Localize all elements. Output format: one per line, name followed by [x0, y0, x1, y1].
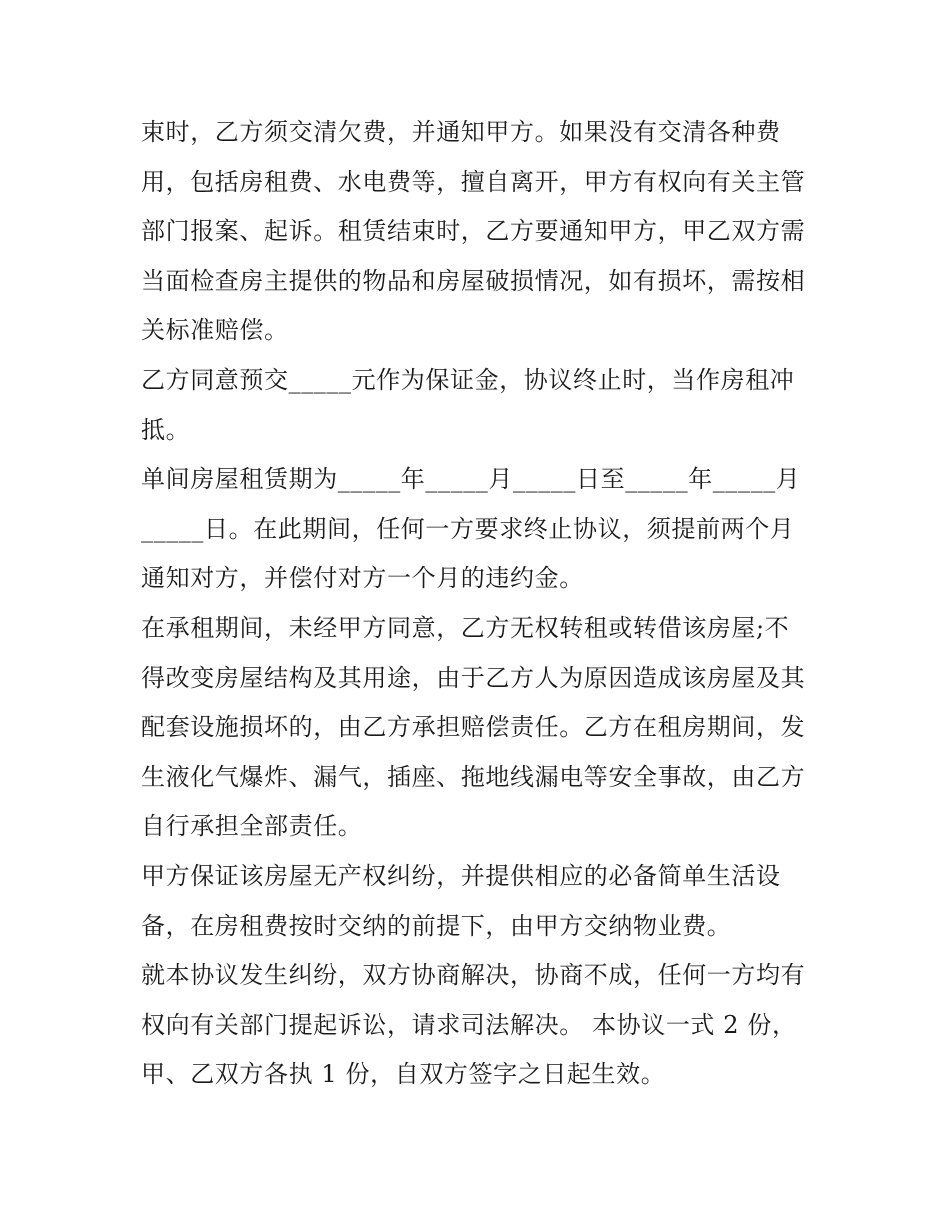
text-line: 生液化气爆炸、漏气，插座、拖地线漏电等安全事故，由乙方 [141, 762, 806, 791]
text-line: 在承租期间，未经甲方同意，乙方无权转租或转借该房屋;不 [141, 613, 790, 642]
text-line: 关标准赔偿。 [141, 316, 289, 345]
text-line: 甲、乙双方各执 1 份，自双方签字之日起生效。 [141, 1060, 666, 1089]
contract-body-text [141, 108, 821, 1100]
text-line: 权向有关部门提起诉讼，请求司法解决。 本协议一式 2 份， [141, 1010, 797, 1039]
text-line: 自行承担全部责任。 [141, 812, 363, 841]
text-line: 甲方保证该房屋无产权纠纷，并提供相应的必备简单生活设 [141, 861, 781, 890]
text-line: 得改变房屋结构及其用途，由于乙方人为原因造成该房屋及其 [141, 663, 806, 692]
text-line: 抵。 [141, 415, 191, 444]
text-line: 单间房屋租赁期为_____年_____月_____日至_____年_____月 [141, 465, 801, 494]
text-line: 配套设施损坏的，由乙方承担赔偿责任。乙方在租房期间，发 [141, 713, 806, 742]
text-line: 束时，乙方须交清欠费，并通知甲方。如果没有交清各种费 [141, 118, 781, 146]
text-line: 备，在房租费按时交纳的前提下，由甲方交纳物业费。 [141, 911, 732, 940]
text-line: _____日。在此期间，任何一方要求终止协议，须提前两个月 [141, 514, 795, 543]
text-line: 通知对方，并偿付对方一个月的违约金。 [141, 564, 584, 593]
text-line: 就本协议发生纠纷，双方协商解决，协商不成，任何一方均有 [141, 961, 806, 990]
text-line: 当面检查房主提供的物品和房屋破损情况，如有损坏，需按相 [141, 266, 806, 295]
text-line: 用，包括房租费、水电费等，擅自离开，甲方有权向有关主管 [141, 167, 806, 196]
text-line: 部门报案、起诉。租赁结束时，乙方要通知甲方，甲乙双方需 [141, 217, 806, 246]
text-line: 乙方同意预交_____元作为保证金，协议终止时，当作房租冲 [141, 365, 795, 394]
